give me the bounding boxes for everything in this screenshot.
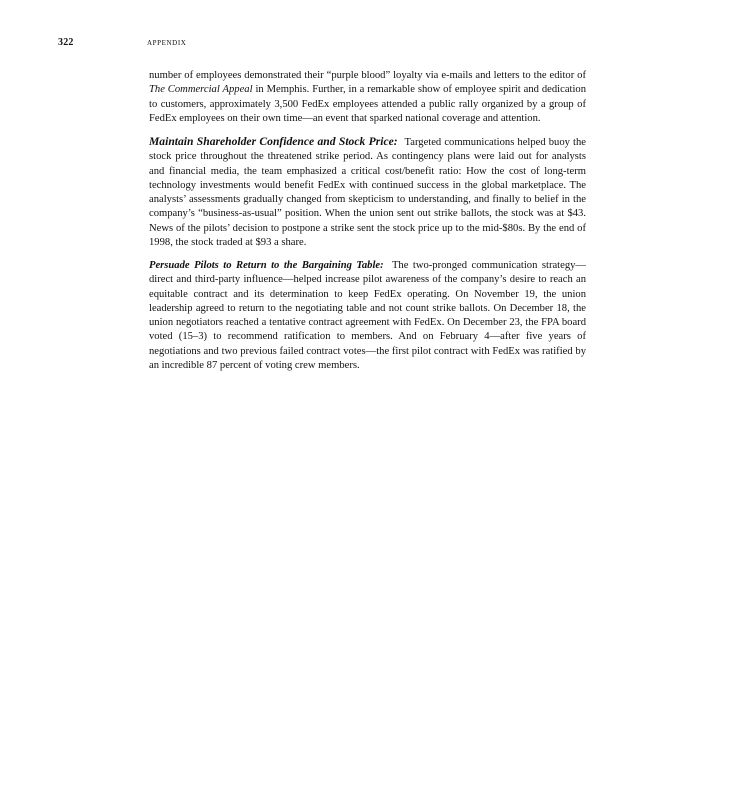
paragraph-text: The two-pronged communication strategy—direct and third-party influence—helped increase pilot awareness of the company’s desire to reach an equitable contract and its determination to keep FedEx operating. On November 19, the union leadership agreed to return to the negotiating table and not count strike ballots. On December 18, the union negotiators reached a tentative contract agreement with FedEx. On December 23, the FPA board voted (15–3) to recommend ratification to members. And on February 4—after five years of negotiations and two previous failed contract votes—the first pilot contract with FedEx was ratified by an incredible 87 percent of voting crew members. [149, 260, 587, 371]
paragraph-text: in Memphis. Further, in a remarkable show of employee spirit and dedication to customers, approximately 3,500 FedEx employees attended a public rally organized by a group of FedEx employees on their own time—an event that sparked national coverage and attention. [149, 84, 586, 124]
body-text [149, 69, 586, 373]
paragraph-persuade-pilots [149, 259, 586, 373]
page-number: 322 [58, 37, 74, 48]
section-heading: Persuade Pilots to Return to the Bargaining Table: [149, 260, 384, 271]
paragraph-text: number of employees demonstrated their “purple blood” loyalty via e-mails and letters to the editor of [149, 70, 586, 81]
paragraph-text: Targeted communications helped buoy the stock price throughout the threatened strike period. As contingency plans were laid out for analysts and financial media, the team emphasized a critical cost/benefit ratio: How the cost of long-term technology investments would benefit FedEx with continued success in the global marketplace. The analysts’ assessments gradually changed from skepticism to understanding, and finally to belief in the company’s “business-as-usual” position. When the union sent out strike ballots, the stock was at $43. News of the pilots’ decision to postpone a strike sent the stock price up to the mid-$80s. By the end of 1998, the stock traded at $93 a share. [149, 137, 586, 248]
section-heading: Maintain Shareholder Confidence and Stock Price: [149, 135, 398, 148]
newspaper-title: The Commercial Appeal [149, 84, 253, 96]
paragraph-shareholder-confidence [149, 135, 586, 250]
running-head: APPENDIX [147, 39, 187, 47]
paragraph-employee-loyalty [149, 69, 586, 126]
